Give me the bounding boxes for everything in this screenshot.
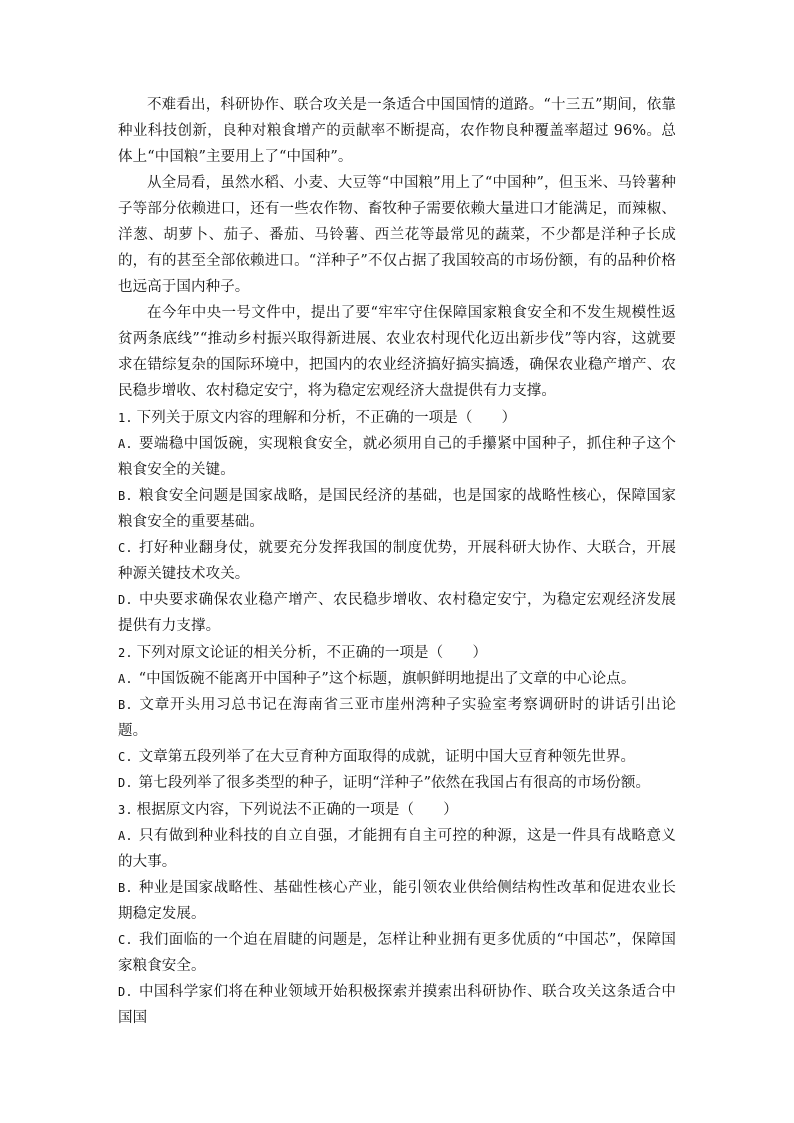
option-text: 中央要求确保农业稳产增产、农民稳步增收、农村稳定安宁，为稳定宏观经济发展提供有力支撑。	[118, 592, 676, 634]
option-letter: C.	[118, 541, 133, 555]
option-text: 只有做到种业科技的自立自强，才能拥有自主可控的种源，这是一件具有战略意义的大事。	[118, 828, 676, 870]
question-2-option-b	[118, 692, 676, 744]
option-letter: D.	[118, 593, 133, 607]
option-text: 打好种业翻身仗，就要充分发挥我国的制度优势，开展科研大协作、大联合，开展种源关键技术攻关。	[118, 540, 676, 582]
option-letter: A.	[118, 437, 133, 451]
option-letter: B.	[118, 489, 133, 503]
question-3-option-a	[118, 823, 676, 875]
question-3-option-c	[118, 927, 676, 979]
question-1-option-b	[118, 483, 676, 535]
option-text: 文章第五段列举了在大豆育种方面取得的成就，证明中国大豆育种领先世界。	[138, 749, 636, 765]
option-text: 粮食安全问题是国家战略，是国民经济的基础，也是国家的战略性核心，保障国家粮食安全的重要基础。	[118, 488, 676, 530]
passage-paragraph-1: 不难看出，科研协作、联合攻关是一条适合中国国情的道路。“十三五”期间，依靠种业科技创新，良种对粮食增产的贡献率不断提高，农作物良种覆盖率超过 96%。总体上“中国粮”主要用上了“中国种”。	[118, 97, 676, 165]
question-2-option-a	[118, 666, 676, 692]
option-letter: C.	[118, 933, 133, 947]
option-letter: A.	[118, 829, 133, 843]
option-letter: B.	[118, 698, 133, 712]
option-letter: C.	[118, 750, 133, 764]
document-content	[118, 92, 676, 1031]
question-2-option-d	[118, 770, 676, 796]
option-text: 第七段列举了很多类型的种子，证明“洋种子”依然在我国占有很高的市场份额。	[138, 775, 651, 791]
question-3-option-d	[118, 979, 676, 1031]
option-text: “中国饭碗不能离开中国种子”这个标题，旗帜鲜明地提出了文章的中心论点。	[138, 671, 636, 687]
question-1-option-d	[118, 587, 676, 639]
question-2-text: 下列对原文论证的相关分析，不正确的一项是（ ）	[136, 645, 488, 661]
option-letter: D.	[118, 776, 133, 790]
question-1-number: 1.	[118, 411, 133, 425]
question-3-text: 根据原文内容，下列说法不正确的一项是（ ）	[136, 802, 458, 818]
option-text: 文章开头用习总书记在海南省三亚市崖州湾种子实验室考察调研时的讲话引出论题。	[118, 697, 676, 739]
question-1-text: 下列关于原文内容的理解和分析，不正确的一项是（ ）	[136, 410, 517, 426]
option-letter: D.	[118, 985, 133, 999]
question-1-option-a	[118, 431, 676, 483]
question-3-stem	[118, 797, 676, 823]
question-1-stem	[118, 405, 676, 431]
option-text: 要端稳中国饭碗，实现粮食安全，就必须用自己的手攥紧中国种子，抓住种子这个粮食安全的关键。	[118, 436, 676, 478]
passage-paragraph-3: 在今年中央一号文件中，提出了要“牢牢守住保障国家粮食安全和不发生规模性返贫两条底线”“推动乡村振兴取得新进展、农业农村现代化迈出新步伐”等内容，这就要求在错综复杂的国际环境中，把国内的农业经济搞好搞实搞透，确保农业稳产增产、农民稳步增收、农村稳定安宁，将为稳定宏观经济大盘提供有力支撑。	[118, 305, 676, 399]
option-letter: A.	[118, 672, 133, 686]
question-1-option-c	[118, 535, 676, 587]
question-2-number: 2.	[118, 646, 133, 660]
passage-paragraph-2: 从全局看，虽然水稻、小麦、大豆等“中国粮”用上了“中国种”，但玉米、马铃薯种子等部分依赖进口，还有一些农作物、畜牧种子需要依赖大量进口才能满足，而辣椒、洋葱、胡萝卜、茄子、番茄、马铃薯、西兰花等最常见的蔬菜，不少都是洋种子长成的，有的甚至全部依赖进口。“洋种子”不仅占据了我国较高的市场份额，有的品种价格也远高于国内种子。	[118, 175, 676, 295]
option-text: 种业是国家战略性、基础性核心产业，能引领农业供给侧结构性改革和促进农业长期稳定发展。	[118, 880, 676, 922]
question-3-option-b	[118, 875, 676, 927]
question-3-number: 3.	[118, 803, 133, 817]
option-text: 我们面临的一个迫在眉睫的问题是，怎样让种业拥有更多优质的“中国芯”，保障国家粮食安全。	[118, 932, 676, 974]
option-letter: B.	[118, 881, 133, 895]
option-text: 中国科学家们将在种业领域开始积极探索并摸索出科研协作、联合攻关这条适合中国国	[118, 984, 676, 1026]
question-2-option-c	[118, 744, 676, 770]
question-2-stem	[118, 640, 676, 666]
